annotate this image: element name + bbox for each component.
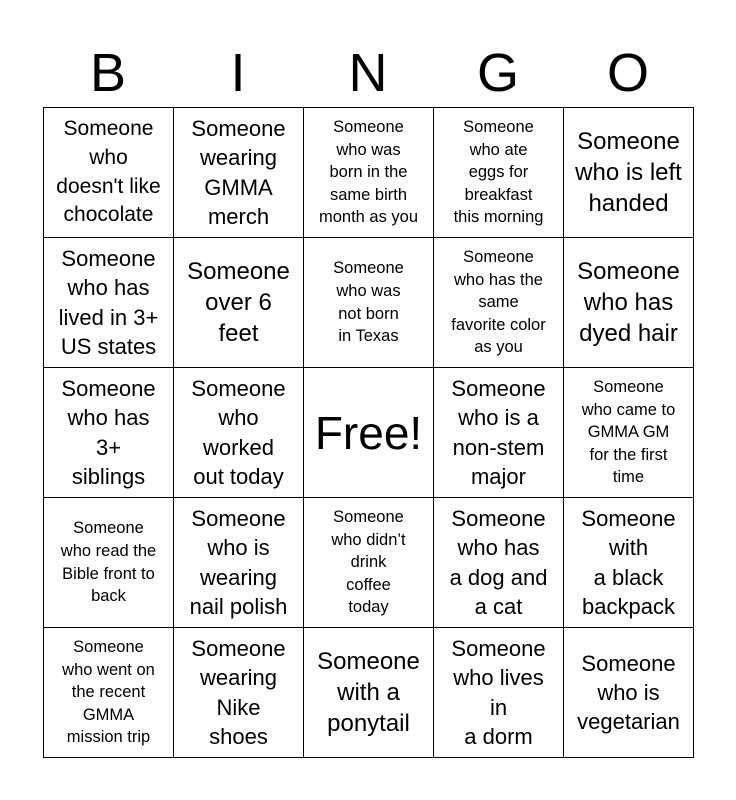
cell-b1-text: Someone who doesn't like chocolate <box>56 117 161 227</box>
cell-o5-text: Someone who is vegetarian <box>577 650 680 735</box>
cell-i1-text: Someone wearing GMMA merch <box>191 116 286 229</box>
cell-g5[interactable] <box>434 628 564 758</box>
cell-b5[interactable] <box>44 628 174 758</box>
cell-b3-text: Someone who has 3+ siblings <box>61 376 156 489</box>
header-letter-i: I <box>230 43 246 103</box>
cell-n4[interactable] <box>304 498 434 628</box>
cell-o1-text: Someone who is left handed <box>575 127 682 218</box>
header-letter-g: G <box>476 43 519 103</box>
cell-o3-text: Someone who came to GMMA GM for the first time <box>581 378 676 487</box>
cell-i2[interactable] <box>174 238 304 368</box>
header-letter-n: N <box>348 43 388 103</box>
cell-i5-text: Someone wearing Nike shoes <box>191 636 286 749</box>
cell-b5-text: Someone who went on the recent GMMA mission trip <box>62 638 155 747</box>
cell-o4[interactable] <box>564 498 694 628</box>
cell-o3[interactable] <box>564 368 694 498</box>
cell-i4-text: Someone who is wearing nail polish <box>189 506 288 619</box>
header-letter-o: O <box>606 43 649 103</box>
bingo-board <box>43 107 694 758</box>
cell-o2[interactable] <box>564 238 694 368</box>
cell-i2-text: Someone over 6 feet <box>187 257 290 348</box>
header-letter-b: B <box>89 43 127 103</box>
cell-o2-text: Someone who has dyed hair <box>577 257 680 348</box>
cell-g2[interactable] <box>434 238 564 368</box>
cell-g5-text: Someone who lives in a dorm <box>451 636 546 749</box>
cell-o1[interactable] <box>564 108 694 238</box>
cell-n1-text: Someone who was born in the same birth month as you <box>318 118 419 227</box>
cell-i5[interactable] <box>174 628 304 758</box>
cell-g2-text: Someone who has the same favorite color as you <box>451 248 546 357</box>
cell-g4[interactable] <box>434 498 564 628</box>
cell-i3-text: Someone who worked out today <box>191 376 286 489</box>
cell-g3[interactable] <box>434 368 564 498</box>
cell-o5[interactable] <box>564 628 694 758</box>
cell-i3[interactable] <box>174 368 304 498</box>
cell-b3[interactable] <box>44 368 174 498</box>
cell-o4-text: Someone with a black backpack <box>581 506 676 619</box>
cell-b2-text: Someone who has lived in 3+ US states <box>58 246 159 359</box>
cell-g1[interactable] <box>434 108 564 238</box>
cell-n3-text: Free! <box>314 406 423 459</box>
cell-n2-text: Someone who was not born in Texas <box>333 259 404 346</box>
cell-n5-text: Someone with a ponytail <box>317 647 420 738</box>
cell-b2[interactable] <box>44 238 174 368</box>
cell-g1-text: Someone who ate eggs for breakfast this morning <box>453 118 544 227</box>
cell-b1[interactable] <box>44 108 174 238</box>
cell-b4[interactable] <box>44 498 174 628</box>
cell-b4-text: Someone who read the Bible front to back <box>60 519 157 606</box>
cell-g4-text: Someone who has a dog and a cat <box>449 506 548 619</box>
cell-i4[interactable] <box>174 498 304 628</box>
bingo-header <box>43 38 693 108</box>
cell-g3-text: Someone who is a non-stem major <box>451 376 546 489</box>
cell-n5[interactable] <box>304 628 434 758</box>
cell-n4-text: Someone who didn’t drink coffee today <box>331 508 406 617</box>
cell-n1[interactable] <box>304 108 434 238</box>
cell-n3[interactable] <box>304 368 434 498</box>
cell-n2[interactable] <box>304 238 434 368</box>
cell-i1[interactable] <box>174 108 304 238</box>
